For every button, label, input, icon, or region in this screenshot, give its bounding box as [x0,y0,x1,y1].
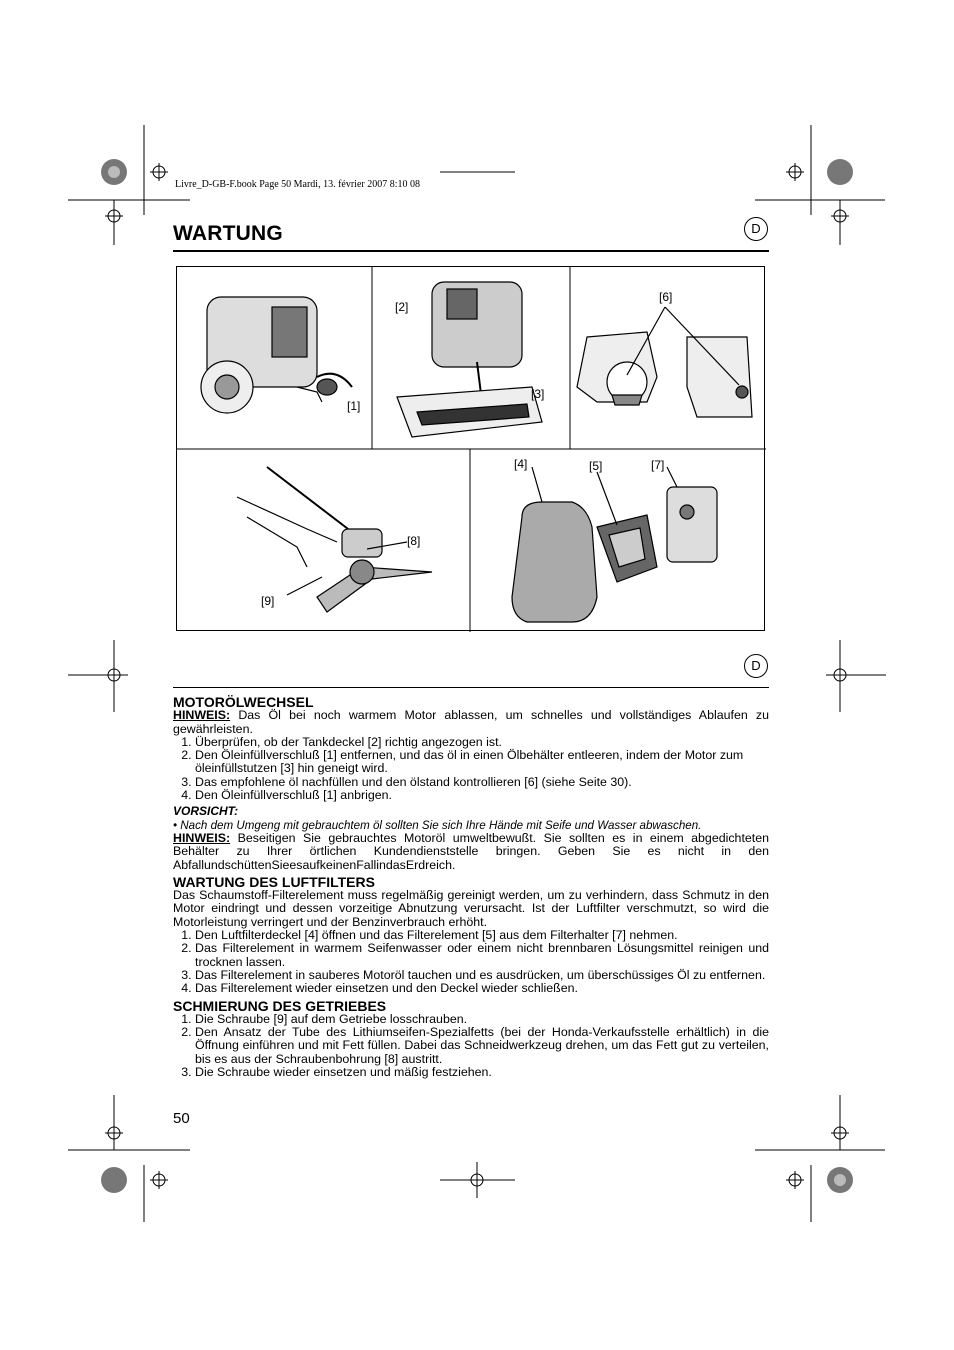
figure-drawing [177,267,766,632]
oil-note2-label: HINWEIS: [173,830,231,845]
list-item: 4. Das Filterelement wieder einsetzen und den Deckel wieder schließen. [195,982,769,995]
list-item: 2. Den Öleinfüllverschluß [1] entfernen, und das öl in einen Ölbehälter entleeren, indem der Motor zum öleinfüllstutzen [3] hin geneigt wird. [195,749,769,776]
list-item: 4. Den Öleinfüllverschluß [1] anbrigen. [195,789,769,802]
list-item: 2. Den Ansatz der Tube des Lithiumseifen-Spezialfetts (bei der Honda-Verkaufsstelle erhältlich) in die Öffnung einführen und mit Fett füllen. Dabei das Schneidwerkzeug drehen, um das Fett gut zu verteilen, bis es aus der Schraubenbohrung [8] austritt. [195,1026,769,1066]
caution-bullet: • Nach dem Umgeng mit gebrauchtem öl sollten Sie sich Ihre Hände mit Seife und Wasser abwaschen. [173,818,702,832]
callout-1: [1] [347,399,361,413]
title-rule [173,250,769,252]
callout-7: [7] [651,458,665,472]
callout-8: [8] [407,534,421,548]
oil-steps [173,736,769,802]
gearbox-steps [173,1013,769,1079]
oil-note-2 [173,832,769,872]
air-filter-steps [173,929,769,995]
oil-note [173,709,769,736]
air-filter-intro: Das Schaumstoff-Filterelement muss regelmäßig gereinigt werden, um zu verhindern, dass Schmutz in den Motor eindringt und dessen vorzeitige Abnutzung verursacht. Ist der Luftfilter verschmutzt, so wird die Motorleistung verringert und der Benzinverbrauch erhöht. [173,888,769,929]
callout-4: [4] [514,457,528,471]
callout-3: [3] [531,387,545,401]
gearbox-heading: SCHMIERUNG DES GETRIEBES [173,997,387,1014]
language-badge: D [744,217,768,241]
callout-9: [9] [261,594,275,608]
oil-note-text: Das Öl bei noch warmem Motor ablassen, um schnelles und vollständiges Ablaufen zu gewährleisten. [173,708,769,736]
oil-change-heading: MOTORÖLWECHSEL [173,694,314,710]
file-header-line: Livre_D-GB-F.book Page 50 Mardi, 13. février 2007 8:10 08 [175,179,420,190]
list-item: 3. Das empfohlene öl nachfüllen und den ölstand kontrollieren [6] (siehe Seite 30). [195,776,769,789]
caution-label: VORSICHT: [173,804,239,819]
page-title: WARTUNG [173,222,283,245]
list-item: 3. Das Filterelement in sauberes Motoröl tauchen und es ausdrücken, um überschüssiges Öl zu entfernen. [195,969,769,982]
air-filter-heading: WARTUNG DES LUFTFILTERS [173,873,375,890]
list-item: 3. Die Schraube wieder einsetzen und mäßig festziehen. [195,1066,769,1079]
oil-drain-illustration [397,282,545,437]
list-item: 1. Die Schraube [9] auf dem Getriebe losschrauben. [195,1013,769,1026]
list-item: 1. Überprüfen, ob der Tankdeckel [2] richtig angezogen ist. [195,736,769,749]
page-number: 50 [173,1110,190,1127]
gearbox-illustration [237,467,432,612]
section-rule [173,687,769,688]
callout-2: [2] [395,300,409,314]
oil-note-label: HINWEIS: [173,708,231,723]
list-item: 1. Den Luftfilterdeckel [4] öffnen und das Filterelement [5] aus dem Filterhalter [7] nehmen. [195,929,769,942]
oil-note2-text: Beseitigen Sie gebrauchtes Motoröl umweltbewußt. Sie sollten es in einem abgedichteten Behälter zu Ihrer örtlichen Kundendienststelle bringen. Geben Sie es nicht in den AbfallundschüttenSieesaufkeinenFallindasErdreich. [173,830,769,872]
maintenance-figure [176,266,765,631]
callout-6: [6] [659,290,673,304]
language-badge-2: D [744,654,768,678]
air-filter-illustration [512,467,717,622]
oil-level-illustration [577,307,752,417]
list-item: 2. Das Filterelement in warmem Seifenwasser oder einem nicht brennbaren Lösungsmittel reinigen und trocknen lassen. [195,942,769,969]
callout-5: [5] [589,459,603,473]
engine-illustration [201,297,352,413]
body-text [173,692,769,1079]
